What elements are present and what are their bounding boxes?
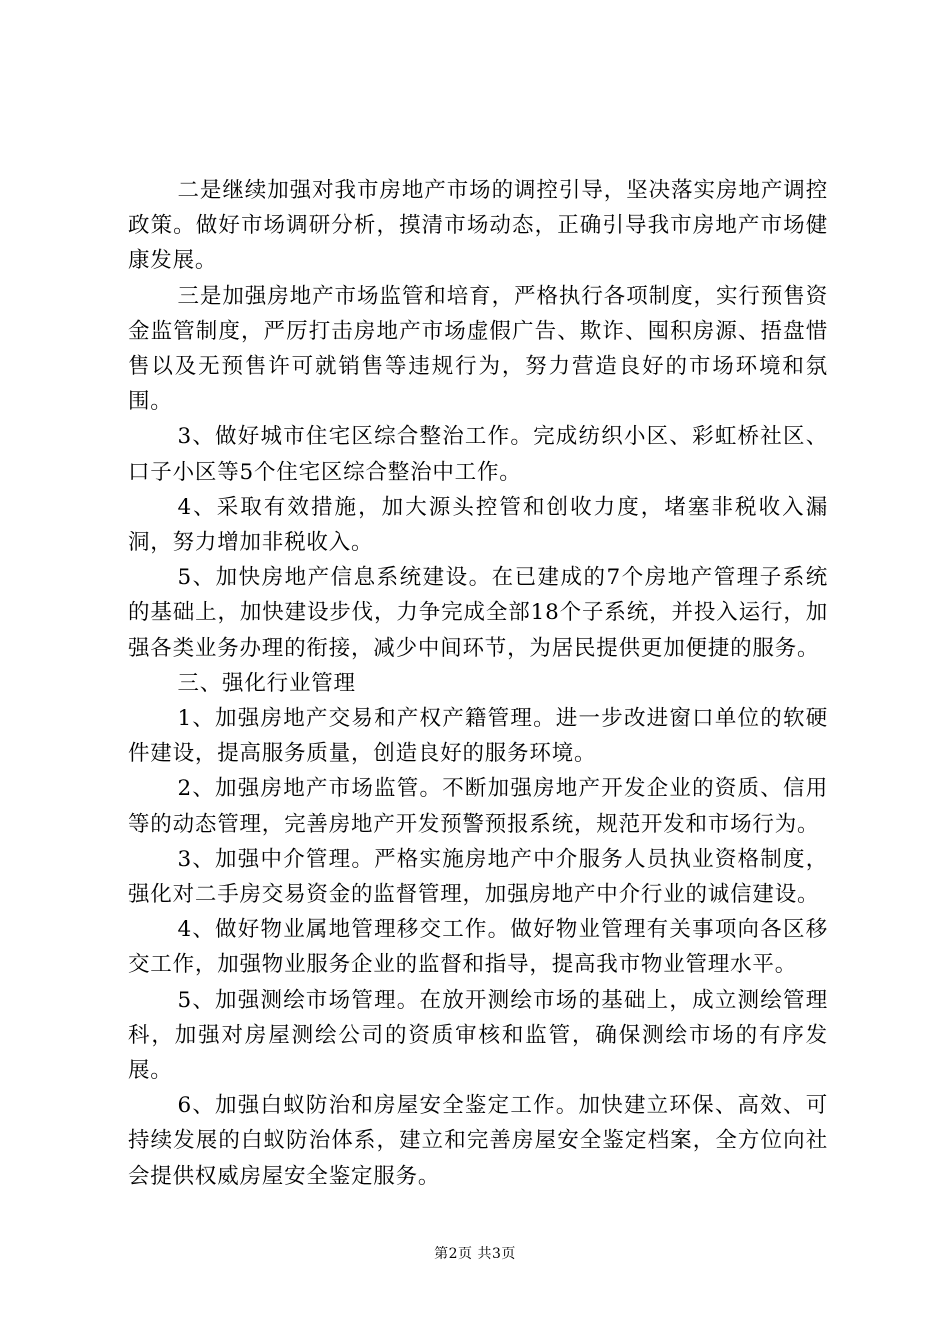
paragraph: 2、加强房地产市场监管。不断加强房地产开发企业的资质、信用等的动态管理，完善房地产开发预警预报系统，规范开发和市场行为。 <box>128 776 828 837</box>
paragraph: 3、加强中介管理。严格实施房地产中介服务人员执业资格制度，强化对二手房交易资金的监督管理，加强房地产中介行业的诚信建设。 <box>128 846 828 908</box>
document-body <box>128 173 828 1194</box>
paragraph: 5、加快房地产信息系统建设。在已建成的7个房地产管理子系统的基础上，加快建设步伐，力争完成全部18个子系统，并投入运行，加强各类业务办理的衔接，减少中间环节，为居民提供更加便捷的服务。 <box>128 565 828 661</box>
paragraph: 二是继续加强对我市房地产市场的调控引导，坚决落实房地产调控政策。做好市场调研分析，摸清市场动态，正确引导我市房地产市场健康发展。 <box>128 178 828 274</box>
section-heading: 三、强化行业管理 <box>177 670 356 696</box>
paragraph: 4、采取有效措施，加大源头控管和创收力度，堵塞非税收入漏洞，努力增加非税收入。 <box>128 494 828 556</box>
paragraph: 4、做好物业属地管理移交工作。做好物业管理有关事项向各区移交工作，加强物业服务企业的监督和指导，提高我市物业管理水平。 <box>128 917 828 978</box>
page-footer: 第2页 共3页 <box>434 1246 516 1262</box>
paragraph: 三是加强房地产市场监管和培育，严格执行各项制度，实行预售资金监管制度，严厉打击房地产市场虚假广告、欺诈、囤积房源、捂盘惜售以及无预售许可就销售等违规行为，努力营造良好的市场环境和氛围。 <box>128 283 828 415</box>
paragraph: 6、加强白蚁防治和房屋安全鉴定工作。加快建立环保、高效、可持续发展的白蚁防治体系，建立和完善房屋安全鉴定档案，全方位向社会提供权威房屋安全鉴定服务。 <box>128 1093 828 1189</box>
paragraph: 5、加强测绘市场管理。在放开测绘市场的基础上，成立测绘管理科，加强对房屋测绘公司的资质审核和监管，确保测绘市场的有序发展。 <box>128 987 828 1084</box>
paragraph: 3、做好城市住宅区综合整治工作。完成纺织小区、彩虹桥社区、口子小区等5个住宅区综合整治中工作。 <box>128 424 828 485</box>
paragraph: 1、加强房地产交易和产权产籍管理。进一步改进窗口单位的软硬件建设，提高服务质量，创造良好的服务环境。 <box>128 706 828 767</box>
